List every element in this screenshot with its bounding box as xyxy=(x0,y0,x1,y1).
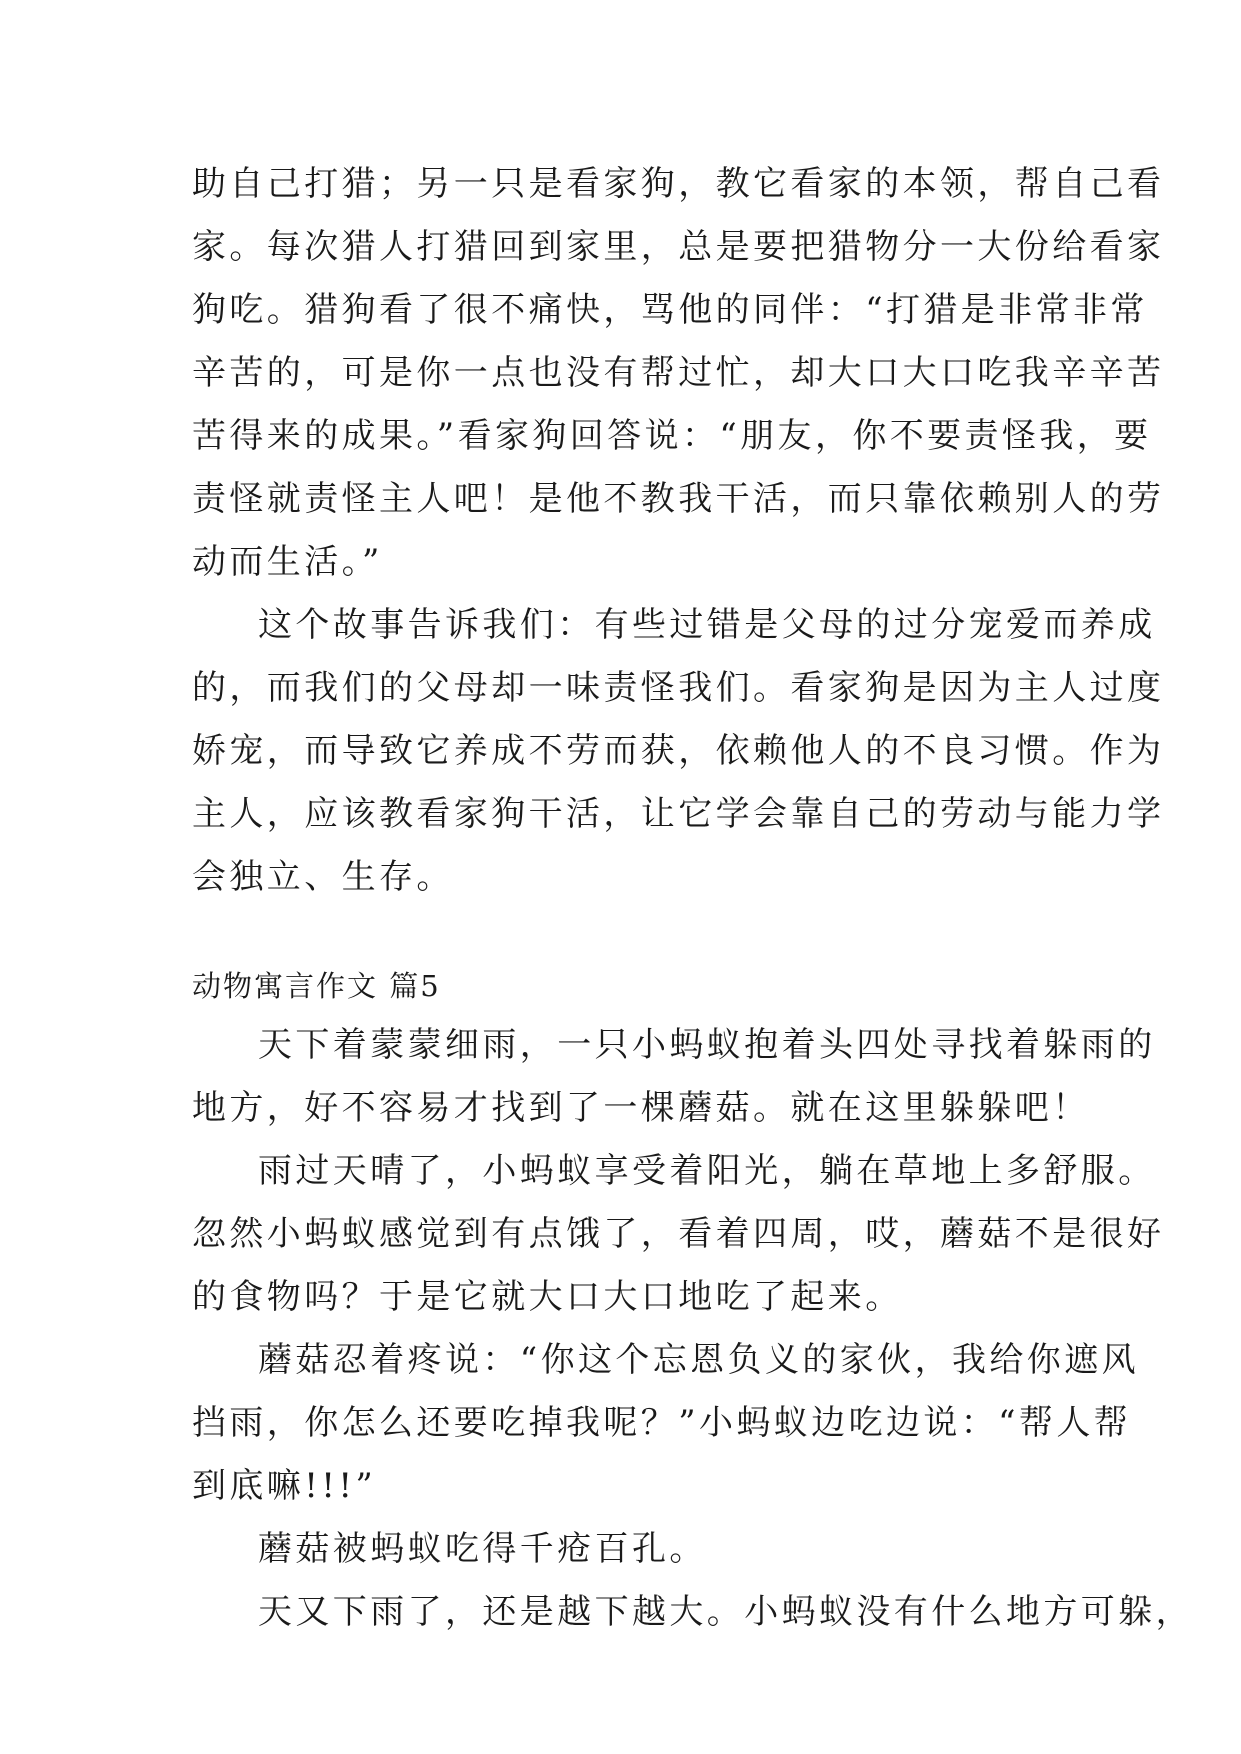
paragraph-start-line: 天下着蒙蒙细雨，一只小蚂蚁抱着头四处寻找着躲雨的 xyxy=(258,1025,1156,1065)
paragraph-start-line: 天又下雨了，还是越下越大。小蚂蚁没有什么地方可躲， xyxy=(258,1592,1193,1632)
paragraph-start-line: 蘑菇被蚂蚁吃得千疮百孔。 xyxy=(258,1529,707,1569)
paragraph-start-line: 蘑菇忍着疼说：“你这个忘恩负义的家伙，我给你遮风 xyxy=(258,1340,1139,1380)
text-line: 责怪就责怪主人吧！是他不教我干活，而只靠依赖别人的劳 xyxy=(192,479,1165,519)
text-line: 会独立、生存。 xyxy=(192,857,454,897)
text-line: 娇宠，而导致它养成不劳而获，依赖他人的不良习惯。作为 xyxy=(192,731,1165,771)
text-line: 主人，应该教看家狗干活，让它学会靠自己的劳动与能力学 xyxy=(192,794,1165,834)
text-line: 家。每次猎人打猎回到家里，总是要把猎物分一大份给看家 xyxy=(192,227,1165,267)
text-line: 挡雨，你怎么还要吃掉我呢？”小蚂蚁边吃边说：“帮人帮 xyxy=(192,1403,1132,1443)
paragraph-start-line: 这个故事告诉我们：有些过错是父母的过分宠爱而养成 xyxy=(258,605,1156,645)
text-line: 的，而我们的父母却一味责怪我们。看家狗是因为主人过度 xyxy=(192,668,1165,708)
section-heading: 动物寓言作文 篇5 xyxy=(192,969,441,1003)
paragraph-start-line: 雨过天晴了，小蚂蚁享受着阳光，躺在草地上多舒服。 xyxy=(258,1151,1156,1191)
text-line: 辛苦的，可是你一点也没有帮过忙，却大口大口吃我辛辛苦 xyxy=(192,353,1165,393)
text-line: 忽然小蚂蚁感觉到有点饿了，看着四周，哎，蘑菇不是很好 xyxy=(192,1214,1165,1254)
text-line: 狗吃。猎狗看了很不痛快，骂他的同伴：“打猎是非常非常 xyxy=(192,290,1148,330)
text-line: 的食物吗？于是它就大口大口地吃了起来。 xyxy=(192,1277,903,1317)
text-line: 动而生活。” xyxy=(192,542,383,582)
text-line: 到底嘛!!!” xyxy=(192,1466,377,1506)
text-line: 助自己打猎；另一只是看家狗，教它看家的本领，帮自己看 xyxy=(192,164,1165,204)
text-line: 地方，好不容易才找到了一棵蘑菇。就在这里躲躲吧！ xyxy=(192,1088,1090,1128)
text-line: 苦得来的成果。”看家狗回答说：“朋友，你不要责怪我，要 xyxy=(192,416,1152,456)
